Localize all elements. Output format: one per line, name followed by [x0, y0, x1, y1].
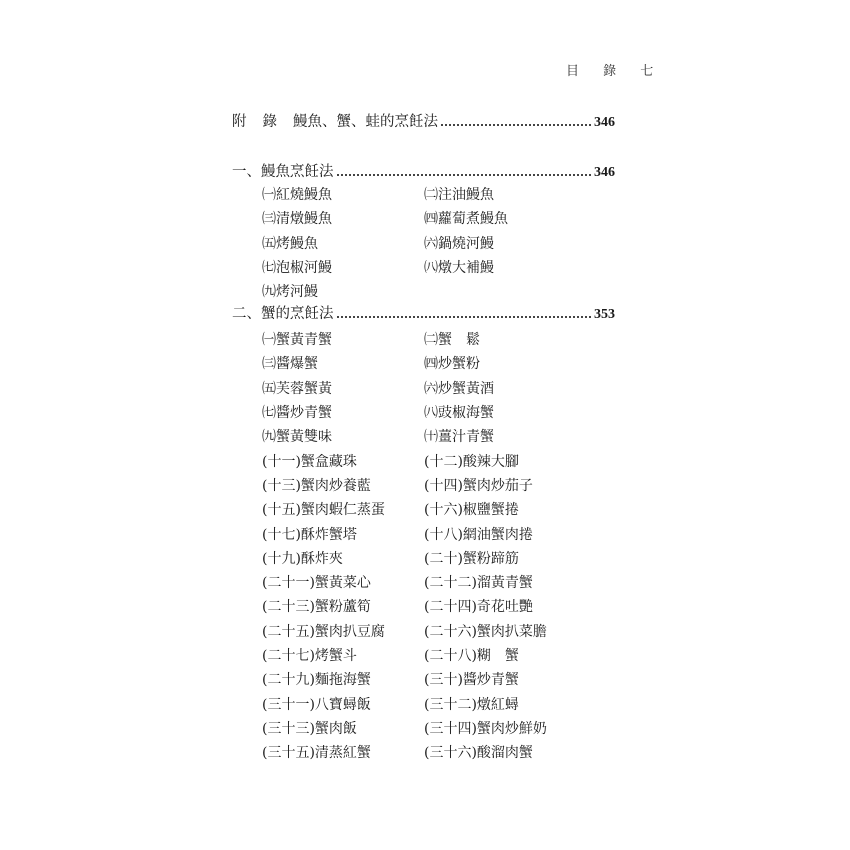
toc-item[interactable]: ㈦泡椒河鰻: [262, 260, 332, 277]
toc-item[interactable]: ㈣蘿蔔煮鰻魚: [424, 211, 508, 228]
toc-item[interactable]: ㈥炒蟹黃酒: [424, 380, 494, 397]
toc-item[interactable]: (二十八)糊 蟹: [424, 648, 519, 664]
list-item: [262, 691, 547, 715]
toc-item[interactable]: (十六)椒鹽蟹捲: [424, 502, 519, 519]
toc-item[interactable]: ㈤芙蓉蟹黃: [262, 380, 332, 397]
toc-item[interactable]: ㈩薑汁青蟹: [424, 429, 494, 446]
list-item: [262, 327, 547, 351]
toc-item[interactable]: (三十六)酸溜肉蟹: [424, 745, 533, 762]
list-item: [262, 546, 547, 570]
toc-item[interactable]: (二十)蟹粉蹄筋: [424, 550, 519, 567]
toc-item[interactable]: ㈥鍋燒河鰻: [424, 235, 494, 252]
list-item: [262, 351, 547, 375]
leader-dots: [441, 123, 591, 126]
section-title: 一、鰻魚烹飪法: [232, 164, 334, 180]
toc-item[interactable]: (二十五)蟹肉扒豆腐: [262, 623, 385, 640]
toc-item[interactable]: (三十三)蟹肉飯: [262, 720, 357, 737]
toc-item[interactable]: (二十四)奇花吐艷: [424, 599, 533, 616]
page-number: 353: [594, 307, 615, 322]
page-number: 346: [594, 115, 615, 130]
toc-item[interactable]: (十九)酥炸夾: [262, 550, 343, 567]
leader-dots: [337, 315, 592, 318]
list-item: [262, 716, 547, 740]
list-item: [262, 521, 547, 545]
toc-item[interactable]: (二十九)麵拖海蟹: [262, 672, 371, 689]
toc-item[interactable]: (三十一)八寶蟳飯: [262, 696, 371, 713]
toc-item[interactable]: ㈡蟹 鬆: [424, 332, 480, 349]
toc-item[interactable]: (二十一)蟹黃菜心: [262, 575, 371, 592]
list-item: [262, 570, 547, 594]
list-item: [262, 231, 508, 255]
toc-item[interactable]: ㈧燉大補鰻: [424, 260, 494, 277]
toc-item[interactable]: (二十二)溜黃青蟹: [424, 575, 533, 592]
toc-item[interactable]: ㈨烤河鰻: [262, 284, 318, 301]
toc-item[interactable]: (十五)蟹肉蝦仁蒸蛋: [262, 502, 385, 519]
toc-item[interactable]: (十三)蟹肉炒養藍: [262, 477, 371, 494]
list-item: [262, 182, 508, 206]
list-item: [262, 400, 547, 424]
toc-item[interactable]: ㈧豉椒海蟹: [424, 405, 494, 422]
list-item: [262, 424, 547, 448]
toc-item[interactable]: (二十七)烤蟹斗: [262, 648, 357, 664]
toc-item[interactable]: ㈣炒蟹粉: [424, 356, 480, 373]
toc-item[interactable]: ㈠蟹黃青蟹: [262, 332, 332, 349]
toc-item[interactable]: (十一)蟹盒藏珠: [262, 453, 357, 470]
toc-item[interactable]: (三十五)清蒸紅蟹: [262, 745, 371, 762]
toc-item[interactable]: ㈦醬炒青蟹: [262, 405, 332, 422]
toc-item[interactable]: (二十六)蟹肉扒菜膽: [424, 623, 547, 640]
leader-dots: [337, 173, 592, 176]
list-item: [262, 497, 547, 521]
list-item: [262, 667, 547, 691]
list-item: [262, 594, 547, 618]
list-item: [262, 279, 508, 303]
appendix-prefix2: 錄: [262, 114, 277, 130]
toc-item[interactable]: ㈢醬爆蟹: [262, 356, 318, 373]
page-number: 346: [594, 165, 615, 180]
list-item: [262, 643, 547, 667]
list-item: [262, 376, 547, 400]
section-2-items: [262, 327, 547, 764]
list-item: [262, 255, 508, 279]
toc-item[interactable]: (二十三)蟹粉蘆筍: [262, 599, 371, 616]
toc-item[interactable]: ㈠紅燒鰻魚: [262, 187, 332, 204]
list-item: [262, 448, 547, 472]
toc-item[interactable]: (十四)蟹肉炒茄子: [424, 477, 533, 494]
appendix-title: 鰻魚、蟹、蛙的烹飪法: [293, 114, 438, 130]
list-item: [262, 740, 547, 764]
toc-item[interactable]: (十二)酸辣大腳: [424, 453, 519, 470]
toc-item[interactable]: (十八)網油蟹肉捲: [424, 526, 533, 543]
toc-item[interactable]: (十七)酥炸蟹塔: [262, 526, 357, 543]
toc-item[interactable]: ㈢清燉鰻魚: [262, 211, 332, 228]
section-1-items: [262, 182, 508, 303]
section-title: 二、蟹的烹飪法: [232, 306, 334, 322]
toc-item[interactable]: (三十二)燉紅蟳: [424, 696, 519, 713]
toc-item[interactable]: (三十四)蟹肉炒鮮奶: [424, 720, 547, 737]
toc-item[interactable]: (三十)醬炒青蟹: [424, 672, 519, 689]
list-item: [262, 206, 508, 230]
appendix-prefix: 附: [232, 114, 247, 130]
toc-entry-section-2[interactable]: [232, 302, 615, 323]
toc-entry-section-1[interactable]: [232, 160, 615, 181]
toc-item[interactable]: ㈤烤鰻魚: [262, 235, 318, 252]
toc-entry-label: [232, 110, 438, 131]
toc-item[interactable]: ㈨蟹黃雙味: [262, 429, 332, 446]
running-header: 目 錄 七: [566, 64, 664, 79]
list-item: [262, 473, 547, 497]
list-item: [262, 619, 547, 643]
toc-item[interactable]: ㈡注油鰻魚: [424, 187, 494, 204]
toc-entry-appendix[interactable]: [232, 110, 615, 131]
